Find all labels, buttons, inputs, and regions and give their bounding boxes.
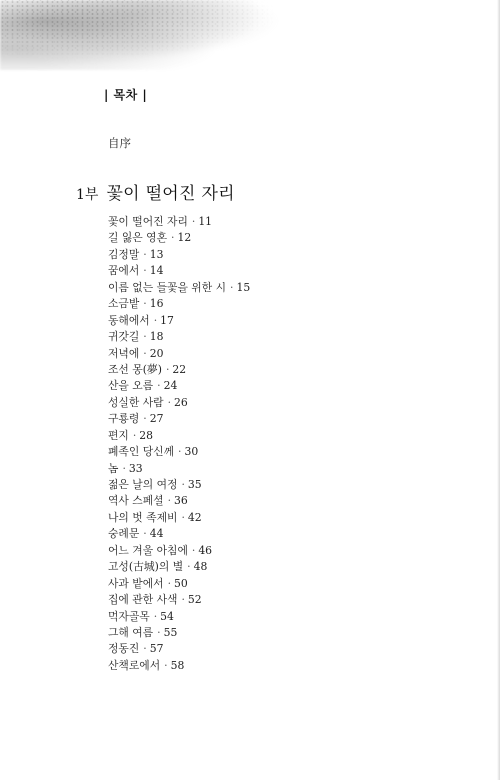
toc-entry — [108, 296, 250, 312]
toc-entry — [108, 559, 250, 575]
toc-entry — [108, 444, 250, 460]
toc-entry-page: 26 — [174, 395, 188, 409]
toc-entry-title: 나의 벗 족제비 — [108, 510, 178, 524]
toc-entry-separator: · — [157, 379, 161, 393]
toc-entry-title: 소금밭 — [108, 297, 140, 311]
toc-entry — [108, 395, 250, 411]
toc-entry-page: 33 — [128, 461, 143, 475]
toc-entry — [108, 609, 250, 625]
toc-entry-title: 이름 없는 들꽃을 위한 시 — [108, 280, 227, 294]
toc-entry-title: 꿈에서 — [108, 264, 140, 278]
toc-entry — [108, 346, 250, 362]
part-title — [76, 179, 235, 204]
toc-entry — [108, 543, 250, 559]
toc-entry-page: 54 — [160, 609, 174, 623]
toc-entry-page: 16 — [149, 297, 164, 311]
toc-entry-separator: · — [167, 494, 172, 508]
toc-entry-page: 46 — [198, 543, 213, 557]
toc-entry-separator: · — [143, 297, 147, 311]
toc-entry-title: 산책로에서 — [108, 658, 161, 672]
toc-entry-title: 김정말 — [108, 247, 140, 261]
toc-entry-separator: · — [122, 461, 126, 475]
toc-entry — [108, 378, 250, 394]
toc-entry-separator: · — [171, 231, 175, 245]
toc-entry-page: 24 — [163, 379, 178, 393]
toc-entry-separator: · — [143, 346, 147, 360]
toc-heading: | 목차 | — [104, 88, 148, 102]
toc-entry-title: 집에 관한 사색 — [108, 593, 178, 607]
toc-entry — [108, 214, 250, 230]
toc-entry-separator: · — [167, 395, 172, 409]
toc-entry-page: 22 — [172, 362, 187, 376]
toc-entry-separator: · — [164, 658, 168, 672]
toc-entry-page: 27 — [149, 412, 164, 426]
toc-entry-title: 고성(古城)의 별 — [108, 560, 184, 574]
toc-entry-page: 48 — [193, 560, 208, 574]
toc-entry-title: 편지 — [108, 428, 129, 442]
toc-entry-separator: · — [157, 625, 161, 639]
preface-entry: 自序 — [108, 136, 131, 150]
toc-entry-title: 사과 밭에서 — [108, 576, 164, 590]
toc-entry-page: 50 — [174, 576, 188, 590]
toc-entry-page: 52 — [187, 593, 202, 607]
toc-entry-title: 그해 여름 — [108, 625, 154, 639]
toc-entry-title: 숭례문 — [108, 527, 140, 541]
toc-entry-separator: · — [181, 593, 185, 607]
toc-entry-page: 42 — [187, 510, 202, 524]
toc-entry-title: 길 잃은 영혼 — [108, 231, 168, 245]
toc-entry-title: 정동진 — [108, 642, 140, 656]
toc-entry — [108, 477, 250, 493]
toc-entry-page: 14 — [149, 264, 164, 278]
toc-entry — [108, 329, 250, 345]
toc-entry — [108, 576, 250, 592]
toc-entry — [108, 362, 250, 378]
toc-entry-page: 11 — [198, 215, 213, 228]
toc-entry-separator: · — [181, 510, 185, 524]
toc-entry-title: 산을 오름 — [108, 379, 154, 393]
toc-entry-separator: · — [167, 576, 172, 590]
toc-entry — [108, 658, 250, 674]
toc-entry — [108, 230, 250, 246]
toc-entry-title: 폐족인 당신께 — [108, 445, 175, 459]
toc-entry — [108, 263, 250, 279]
toc-entry-page: 57 — [149, 642, 164, 656]
toc-entry — [108, 411, 250, 427]
toc-entry — [108, 592, 250, 608]
toc-entry-title: 먹자골목 — [108, 609, 150, 623]
toc-entry-page: 30 — [184, 445, 199, 459]
toc-entry-page: 17 — [160, 313, 174, 327]
toc-entry — [108, 247, 250, 263]
toc-entry-title: 놈 — [108, 461, 119, 475]
toc-entry-page: 12 — [177, 231, 192, 245]
toc-entry-title: 어느 겨울 아침에 — [108, 543, 188, 557]
toc-entry — [108, 461, 250, 477]
toc-entry-separator: · — [143, 247, 147, 261]
toc-entry-title: 성실한 사람 — [108, 395, 164, 409]
toc-entry-page: 44 — [149, 527, 164, 541]
toc-entry-list — [108, 214, 250, 674]
toc-entry-page: 20 — [149, 346, 164, 360]
toc-entry-separator: · — [143, 330, 147, 344]
toc-entry-separator: · — [132, 428, 137, 442]
part-number: 1부 — [76, 187, 99, 203]
toc-entry — [108, 428, 250, 444]
toc-entry-separator: · — [230, 280, 234, 294]
toc-entry-separator: · — [143, 642, 147, 656]
toc-entry-page: 28 — [139, 428, 154, 442]
toc-entry-separator: · — [181, 478, 185, 491]
toc-entry-title: 저녁에 — [108, 346, 140, 360]
toc-entry-title: 귀갓길 — [108, 330, 140, 344]
toc-entry-page: 36 — [174, 494, 188, 508]
toc-entry-page: 15 — [236, 280, 251, 294]
toc-entry-separator: · — [143, 264, 147, 278]
toc-entry — [108, 313, 250, 329]
toc-entry-page: 13 — [149, 247, 164, 261]
toc-entry — [108, 280, 250, 296]
toc-entry-page: 35 — [187, 478, 202, 491]
toc-entry-page: 58 — [170, 658, 185, 672]
toc-entry — [108, 641, 250, 657]
toc-entry — [108, 625, 250, 641]
toc-entry — [108, 526, 250, 542]
part-name: 꽃이 떨어진 자리 — [106, 184, 235, 204]
toc-entry-separator: · — [191, 543, 196, 557]
toc-entry-title: 구룡령 — [108, 412, 140, 426]
toc-entry-title: 꽃이 떨어진 자리 — [108, 215, 188, 228]
toc-entry-title: 역사 스페셜 — [108, 494, 164, 508]
toc-entry — [108, 510, 250, 526]
toc-entry-separator: · — [191, 215, 196, 228]
toc-entry-title: 조선 몽(夢) — [108, 362, 162, 376]
toc-entry-separator: · — [143, 527, 147, 541]
toc-entry-page: 18 — [149, 330, 164, 344]
toc-entry-separator: · — [187, 560, 191, 574]
toc-entry — [108, 493, 250, 509]
toc-entry-separator: · — [153, 313, 158, 327]
toc-entry-title: 젊은 날의 여정 — [108, 478, 178, 491]
toc-entry-separator: · — [153, 609, 158, 623]
toc-entry-separator: · — [143, 412, 147, 426]
toc-entry-title: 동해에서 — [108, 313, 150, 327]
toc-entry-separator: · — [178, 445, 182, 459]
toc-entry-separator: · — [165, 362, 170, 376]
scan-noise — [0, 0, 280, 60]
toc-entry-page: 55 — [163, 625, 178, 639]
